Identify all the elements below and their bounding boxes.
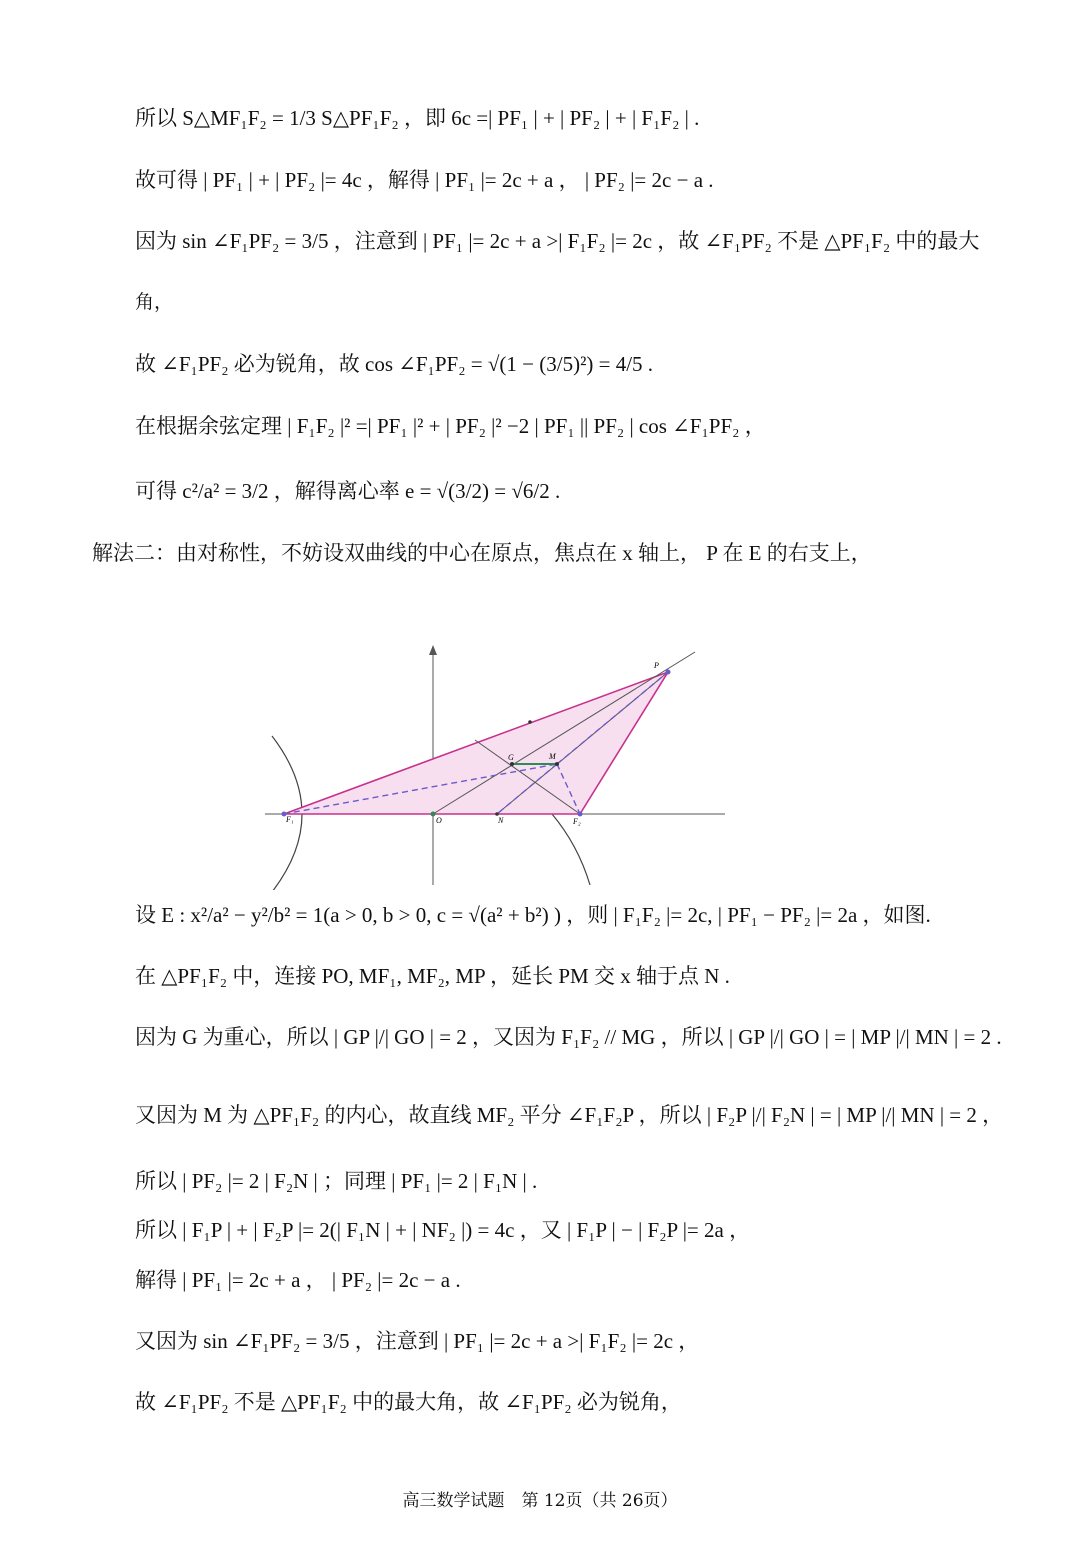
label-p: P xyxy=(654,661,659,670)
label-g: G xyxy=(508,753,514,762)
line-5: 故 ∠F₁PF₂ 必为锐角，故 cos ∠F₁PF₂ = √(1 − (3/5)²) = 4/5 . xyxy=(135,352,654,376)
label-o: O xyxy=(436,816,442,825)
point-mid xyxy=(528,720,532,724)
point-o xyxy=(431,812,436,817)
y-axis-arrow xyxy=(429,645,437,655)
line-4: 角， xyxy=(135,291,174,313)
hyperbola-figure xyxy=(260,640,730,890)
line-2: 故可得 | PF₁ | + | PF₂ |= 4c ，解得 | PF₁ |= 2c + a ， | PF₂ |= 2c − a . xyxy=(135,168,714,192)
point-g xyxy=(510,762,514,766)
triangle-pf1f2 xyxy=(284,672,668,814)
line-13: 所以 | PF₂ |= 2 | F₂N | ；同理 | PF₁ |= 2 | F₁N | . xyxy=(135,1169,538,1193)
line-15: 解得 | PF₁ |= 2c + a ， | PF₂ |= 2c − a . xyxy=(135,1268,461,1292)
line-8: 解法二：由对称性，不妨设双曲线的中心在原点，焦点在 x 轴上， P 在 E 的右支上， xyxy=(92,541,872,565)
line-11: 因为 G 为重心，所以 | GP |/| GO | = 2 ，又因为 F₁F₂ // MG ，所以 | GP |/| GO | = | MP |/| MN | = 2 . xyxy=(135,1025,1002,1049)
label-m: M xyxy=(549,752,556,761)
point-f2 xyxy=(578,812,583,817)
label-f2: F₂ xyxy=(573,817,581,826)
line-14: 所以 | F₁P | + | F₂P |= 2(| F₁N | + | NF₂ |) = 4c ，又 | F₁P | − | F₂P |= 2a ， xyxy=(135,1218,751,1242)
line-6: 在根据余弦定理 | F₁F₂ |² =| PF₁ |² + | PF₂ |² −2 | PF₁ || PF₂ | cos ∠F₁PF₂ ， xyxy=(135,414,766,438)
line-9: 设 E : x²/a² − y²/b² = 1(a > 0, b > 0, c = √(a² + b²) ) ，则 | F₁F₂ |= 2c, | PF₁ − PF₂ |= 2a ，如图. xyxy=(135,903,931,927)
label-f1: F₁ xyxy=(286,815,294,824)
line-17: 故 ∠F₁PF₂ 不是 △PF₁F₂ 中的最大角，故 ∠F₁PF₂ 必为锐角， xyxy=(135,1390,682,1414)
line-10: 在 △PF₁F₂ 中，连接 PO, MF₁, MF₂, MP ，延长 PM 交 x 轴于点 N . xyxy=(135,964,730,988)
label-n: N xyxy=(498,816,504,825)
page-footer: 高三数学试题 第 12页（共 26页） xyxy=(402,1491,678,1511)
line-16: 又因为 sin ∠F₁PF₂ = 3/5 ，注意到 | PF₁ |= 2c + a >| F₁F₂ |= 2c ， xyxy=(135,1329,700,1353)
line-1: 所以 S△MF₁F₂ = 1/3 S△PF₁F₂ ，即 6c =| PF₁ | + | PF₂ | + | F₁F₂ | . xyxy=(135,106,700,130)
line-12: 又因为 M 为 △PF₁F₂ 的内心，故直线 MF₂ 平分 ∠F₁F₂P ，所以 | F₂P |/| F₂N | = | MP |/| MN | = 2 ， xyxy=(135,1103,1004,1127)
point-p xyxy=(666,670,671,675)
point-m xyxy=(555,762,559,766)
line-7: 可得 c²/a² = 3/2 ，解得离心率 e = √(3/2) = √6/2 . xyxy=(135,479,561,503)
line-3: 因为 sin ∠F₁PF₂ = 3/5 ，注意到 | PF₁ |= 2c + a >| F₁F₂ |= 2c ，故 ∠F₁PF₂ 不是 △PF₁F₂ 中的最大 xyxy=(135,229,980,253)
